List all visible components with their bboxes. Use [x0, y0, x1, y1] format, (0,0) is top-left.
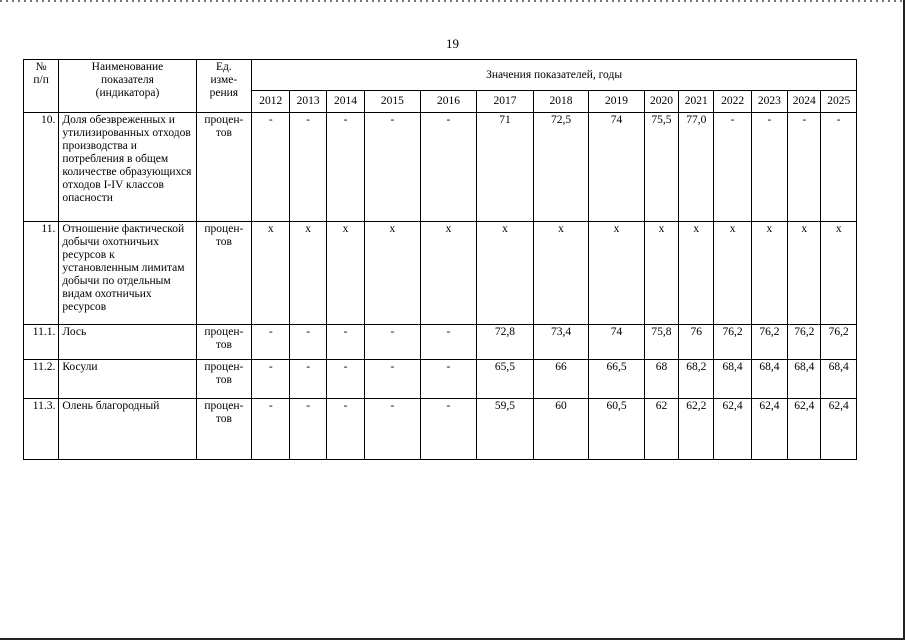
value-cell: x — [533, 222, 589, 325]
value-cell: - — [326, 325, 364, 360]
value-cell: 62,2 — [679, 399, 714, 460]
value-cell: x — [714, 222, 751, 325]
header-year: 2023 — [751, 91, 787, 113]
value-cell: - — [290, 399, 326, 460]
value-cell: x — [679, 222, 714, 325]
value-cell: - — [365, 399, 421, 460]
row-number: 10. — [24, 113, 59, 222]
header-year: 2022 — [714, 91, 751, 113]
page-number: 19 — [446, 36, 459, 51]
value-cell: 62,4 — [788, 399, 821, 460]
value-cell: x — [589, 222, 645, 325]
value-cell: 62,4 — [821, 399, 857, 460]
value-cell: - — [821, 113, 857, 222]
value-cell: x — [290, 222, 326, 325]
indicator-name: Косули — [59, 360, 196, 399]
value-cell: 75,8 — [644, 325, 678, 360]
value-cell: - — [365, 360, 421, 399]
value-cell: - — [714, 113, 751, 222]
value-cell: - — [420, 399, 477, 460]
value-cell: - — [252, 325, 290, 360]
value-cell: 62,4 — [714, 399, 751, 460]
row-number: 11.1. — [24, 325, 59, 360]
value-cell: - — [788, 113, 821, 222]
value-cell: x — [365, 222, 421, 325]
row-number: 11.2. — [24, 360, 59, 399]
value-cell: 59,5 — [477, 399, 534, 460]
value-cell: - — [326, 113, 364, 222]
value-cell: - — [252, 399, 290, 460]
header-year: 2014 — [326, 91, 364, 113]
value-cell: 72,8 — [477, 325, 534, 360]
value-cell: - — [252, 113, 290, 222]
header-year: 2013 — [290, 91, 326, 113]
header-year: 2018 — [533, 91, 589, 113]
value-cell: 75,5 — [644, 113, 678, 222]
header-name: Наименование показателя (индикатора) — [59, 60, 196, 113]
header-year: 2017 — [477, 91, 534, 113]
value-cell: x — [644, 222, 678, 325]
header-year: 2016 — [420, 91, 477, 113]
unit-cell: процен- тов — [196, 399, 252, 460]
value-cell: 73,4 — [533, 325, 589, 360]
unit-cell: процен- тов — [196, 325, 252, 360]
value-cell: 68,4 — [714, 360, 751, 399]
indicator-name: Лось — [59, 325, 196, 360]
value-cell: 76 — [679, 325, 714, 360]
value-cell: - — [326, 360, 364, 399]
row-number: 11. — [24, 222, 59, 325]
header-unit: Ед. изме- рения — [196, 60, 252, 113]
header-year: 2021 — [679, 91, 714, 113]
value-cell: 60,5 — [589, 399, 645, 460]
value-cell: - — [365, 325, 421, 360]
value-cell: 68,4 — [821, 360, 857, 399]
value-cell: - — [252, 360, 290, 399]
value-cell: - — [751, 113, 787, 222]
table-row — [24, 399, 857, 460]
unit-cell: процен- тов — [196, 113, 252, 222]
value-cell: - — [420, 113, 477, 222]
value-cell: 68 — [644, 360, 678, 399]
value-cell: x — [420, 222, 477, 325]
value-cell: 74 — [589, 325, 645, 360]
table-row — [24, 360, 857, 399]
value-cell: 76,2 — [788, 325, 821, 360]
header-year: 2024 — [788, 91, 821, 113]
value-cell: - — [290, 325, 326, 360]
indicator-name: Доля обезвреженных и утилизированных отходов производства и потребления в общем количестве образующихся отходов I-IV классов опасности — [59, 113, 196, 222]
indicator-name: Отношение фактической добычи охотничьих ресурсов к установленным лимитам добычи по отдельным видам охотничьих ресурсов — [59, 222, 196, 325]
row-number: 11.3. — [24, 399, 59, 460]
value-cell: 76,2 — [714, 325, 751, 360]
unit-cell: процен- тов — [196, 360, 252, 399]
value-cell: x — [326, 222, 364, 325]
value-cell: x — [751, 222, 787, 325]
table-header-row — [24, 60, 857, 91]
value-cell: 62,4 — [751, 399, 787, 460]
indicator-table — [23, 59, 857, 460]
value-cell: x — [788, 222, 821, 325]
value-cell: 66 — [533, 360, 589, 399]
value-cell: - — [290, 360, 326, 399]
value-cell: 71 — [477, 113, 534, 222]
unit-cell: процен- тов — [196, 222, 252, 325]
table-row — [24, 113, 857, 222]
value-cell: - — [326, 399, 364, 460]
header-year: 2019 — [589, 91, 645, 113]
value-cell: 66,5 — [589, 360, 645, 399]
header-year: 2025 — [821, 91, 857, 113]
value-cell: 76,2 — [821, 325, 857, 360]
value-cell: 76,2 — [751, 325, 787, 360]
value-cell: 62 — [644, 399, 678, 460]
value-cell: 68,4 — [751, 360, 787, 399]
header-year: 2015 — [365, 91, 421, 113]
table-row — [24, 222, 857, 325]
value-cell: 74 — [589, 113, 645, 222]
value-cell: 60 — [533, 399, 589, 460]
header-num: № п/п — [24, 60, 59, 113]
value-cell: x — [252, 222, 290, 325]
value-cell: 72,5 — [533, 113, 589, 222]
header-year: 2012 — [252, 91, 290, 113]
value-cell: - — [290, 113, 326, 222]
value-cell: - — [365, 113, 421, 222]
header-year: 2020 — [644, 91, 678, 113]
value-cell: 68,4 — [788, 360, 821, 399]
value-cell: - — [420, 325, 477, 360]
value-cell: 77,0 — [679, 113, 714, 222]
header-values-group: Значения показателей, годы — [252, 60, 857, 91]
value-cell: 65,5 — [477, 360, 534, 399]
value-cell: - — [420, 360, 477, 399]
value-cell: x — [477, 222, 534, 325]
table-row — [24, 325, 857, 360]
value-cell: x — [821, 222, 857, 325]
indicator-name: Олень благородный — [59, 399, 196, 460]
value-cell: 68,2 — [679, 360, 714, 399]
table-body — [24, 113, 857, 460]
scan-top-edge — [0, 0, 905, 2]
